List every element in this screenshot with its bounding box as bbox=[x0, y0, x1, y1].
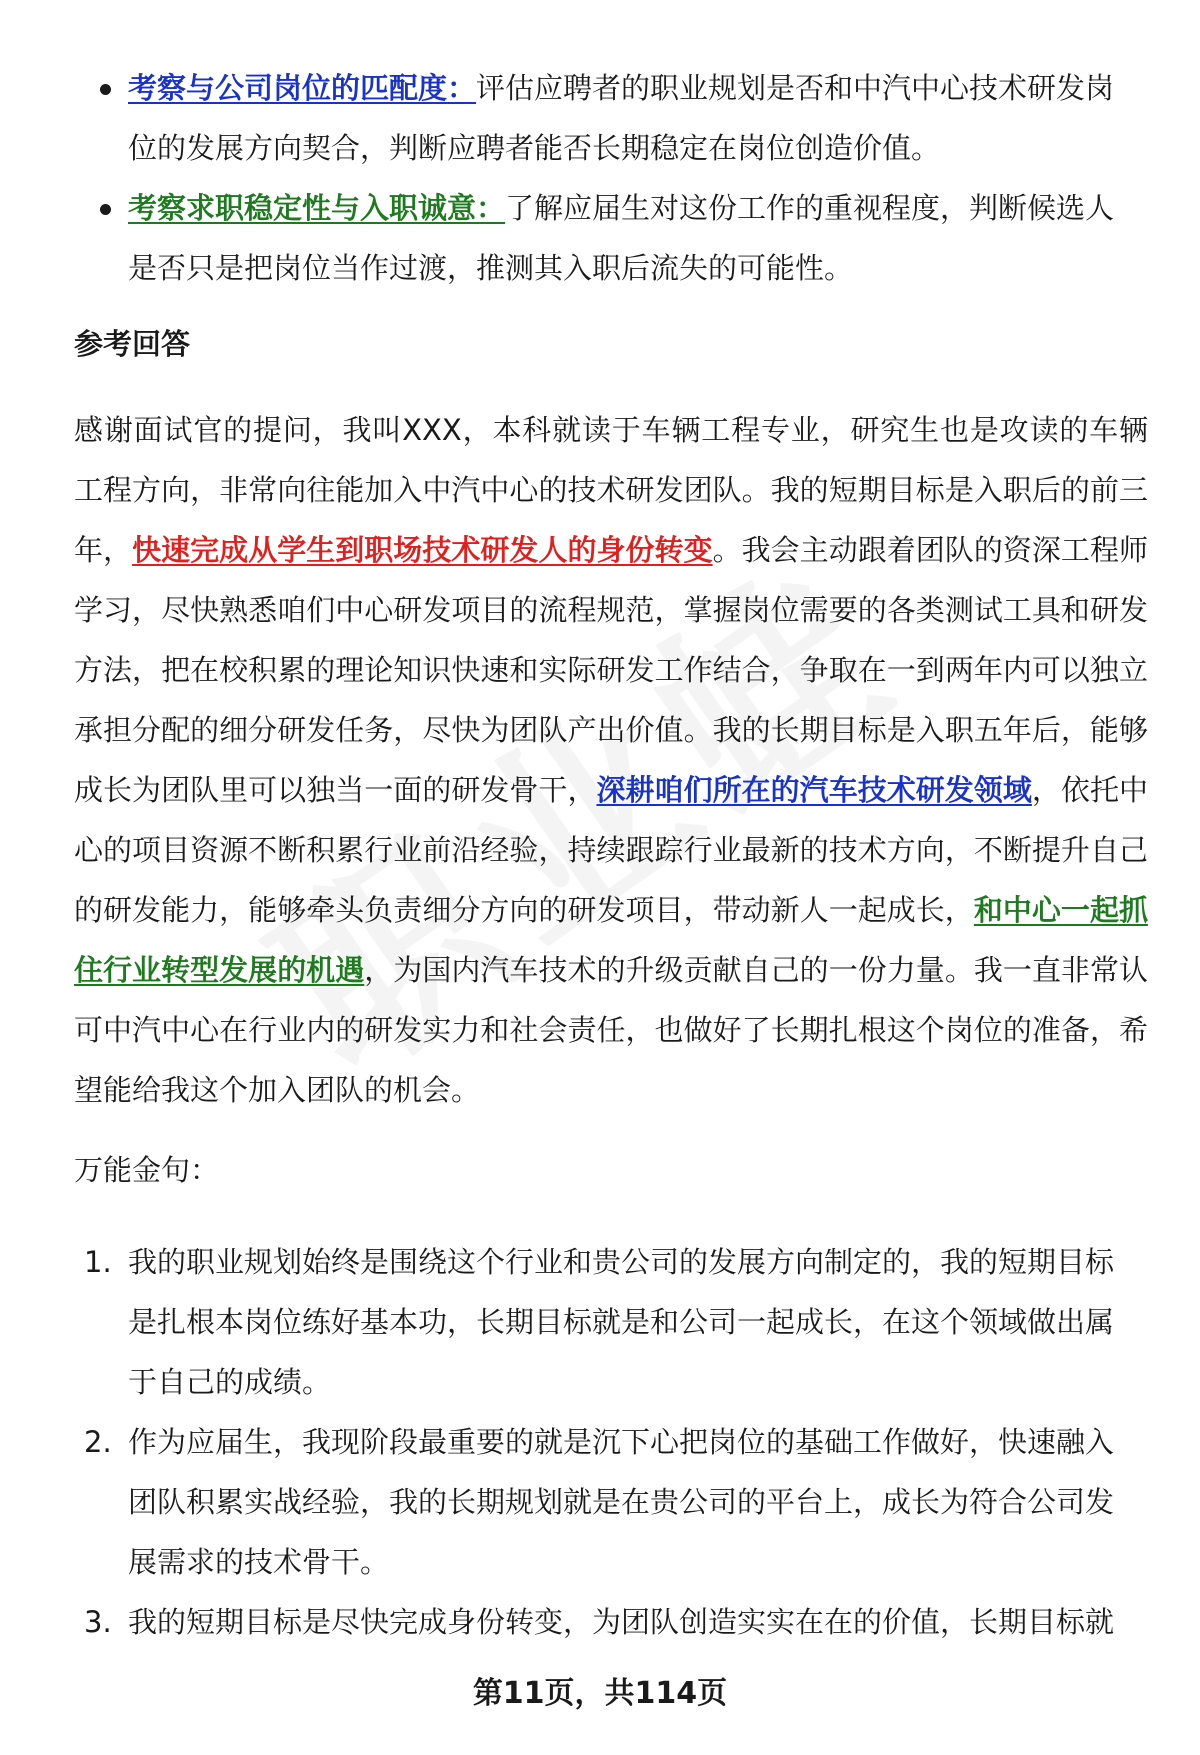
list-number: 1. bbox=[84, 1245, 112, 1279]
answer-text: ，为国内汽车技术的升级贡献自己的一份力量。我一直非常认可中汽中心在行业内的研发实力和社会责任，也做好了长期扎根这个岗位的准备，希望能给我这个加入团队的机会。 bbox=[74, 953, 1148, 1107]
page-number: 第11页，共114页 bbox=[472, 1676, 728, 1711]
list-item bbox=[0, 1592, 1142, 1652]
list-item-text: 评估应聘者的职业规划是否和中汽中心技术研发岗位的发展方向契合，判断应聘者能否长期稳定在岗位创造价值。 bbox=[128, 71, 1115, 165]
golden-sentences-list bbox=[0, 1232, 1200, 1652]
answer-text: 感谢面试官的提问，我叫XXX，本科就读于车辆工程专业，研究生也是攻读的车辆工程方向，非常向往能加入中汽中心的技术研发团队。我的短期目标是入职后的前三年， bbox=[74, 413, 1148, 567]
list-item-text: 我的职业规划始终是围绕这个行业和贵公司的发展方向制定的，我的短期目标是扎根本岗位练好基本功，长期目标就是和公司一起成长，在这个领域做出属于自己的成绩。 bbox=[128, 1245, 1115, 1399]
list-item bbox=[0, 1232, 1142, 1412]
list-number: 2. bbox=[84, 1425, 112, 1459]
keyword-highlight: 考察与公司岗位的匹配度： bbox=[128, 71, 477, 105]
list-item-text: 我的短期目标是尽快完成身份转变，为团队创造实实在在的价值，长期目标就 bbox=[128, 1605, 1115, 1639]
list-number: 3. bbox=[84, 1605, 112, 1639]
highlight-blue: 深耕咱们所在的汽车技术研发领域 bbox=[596, 773, 1032, 807]
bullet-icon bbox=[100, 204, 111, 215]
list-item bbox=[0, 1412, 1142, 1592]
highlight-green: 和中心一起抓住行业转型发展的机遇 bbox=[74, 893, 1148, 987]
highlight-red: 快速完成从学生到职场技术研发人的身份转变 bbox=[132, 533, 713, 567]
list-item bbox=[0, 178, 1142, 298]
criteria-list bbox=[0, 58, 1200, 298]
bullet-icon bbox=[100, 84, 111, 95]
list-item-text: 作为应届生，我现阶段最重要的就是沉下心把岗位的基础工作做好，快速融入团队积累实战经验，我的长期规划就是在贵公司的平台上，成长为符合公司发展需求的技术骨干。 bbox=[128, 1425, 1115, 1579]
list-item bbox=[0, 58, 1142, 178]
answer-paragraph bbox=[74, 400, 1148, 1120]
keyword-highlight: 考察求职稳定性与入职诚意： bbox=[128, 191, 506, 225]
golden-sentences-heading: 万能金句： bbox=[74, 1153, 220, 1187]
answer-text: 。我会主动跟着团队的资深工程师学习，尽快熟悉咱们中心研发项目的流程规范，掌握岗位需要的各类测试工具和研发方法，把在校积累的理论知识快速和实际研发工作结合，争取在一到两年内可以独立承担分配的细分研发任务，尽快为团队产出价值。我的长期目标是入职五年后，能够成长为团队里可以独当一面的研发骨干， bbox=[74, 533, 1148, 807]
reference-answer-heading: 参考回答 bbox=[74, 327, 191, 361]
list-item-text: 了解应届生对这份工作的重视程度，判断候选人是否只是把岗位当作过渡，推测其入职后流失的可能性。 bbox=[128, 191, 1115, 285]
answer-text: ，依托中心的项目资源不断积累行业前沿经验，持续跟踪行业最新的技术方向，不断提升自己的研发能力，能够牵头负责细分方向的研发项目，带动新人一起成长， bbox=[74, 773, 1148, 927]
